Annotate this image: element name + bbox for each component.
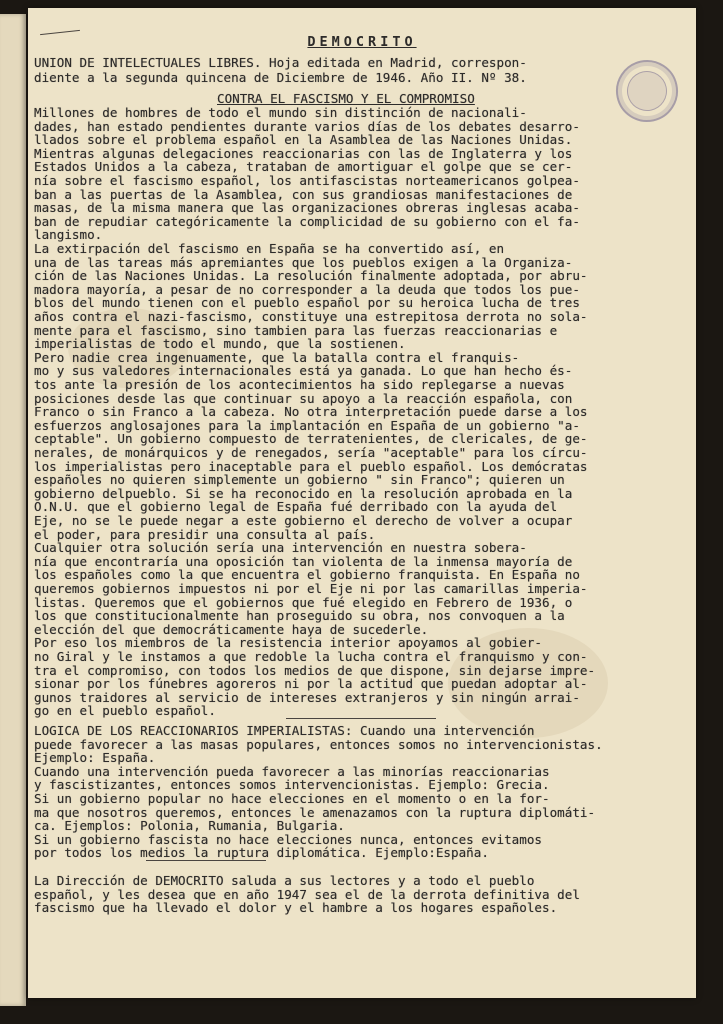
- article-line: no Giral y le instamos a que redoble la lucha contra el franquismo y con-: [34, 649, 588, 664]
- article-line: blos del mundo tienen con el pueblo español por su heroica lucha de tres: [34, 295, 580, 311]
- article-line: españoles no quieren simplemente un gobierno " sin Franco"; quieren un: [34, 472, 565, 488]
- article-line: langismo.: [34, 227, 103, 243]
- article-line: Millones de hombres de todo el mundo sin distinción de nacionali-: [34, 105, 527, 120]
- article-line: años contra el nazi-fascismo, constituye una estrepitosa derrota no sola-: [34, 309, 588, 324]
- article-line: O.N.U. que el gobierno legal de España fué derribado con la ayuda del: [34, 499, 558, 515]
- article-line: ceptable". Un gobierno compuesto de terratenientes, de clericales, de ge-: [34, 431, 588, 447]
- article-line: mente para el fascismo, sino tambien para las fuerzas reaccionarias e: [34, 322, 558, 338]
- logic-line: ca. Ejemplos: Polonia, Rumania, Bulgaria.: [34, 818, 345, 834]
- header-line: diente a la segunda quincena de Diciembre de 1946. Año II. Nº 38.: [34, 69, 527, 85]
- article-title: CONTRA EL FASCISMO Y EL COMPROMISO: [217, 91, 475, 106]
- article-line: nerales, de monárquicos y de renegados, sería "aceptable" para los círcu-: [34, 445, 588, 460]
- logic-line: y fascistizantes, entonces somos intervencionistas. Ejemplo: Grecia.: [34, 777, 550, 793]
- separator-rule: [286, 718, 436, 719]
- closing-line: fascismo que ha llevado el dolor y el hambre a los hogares españoles.: [34, 900, 558, 916]
- article-line: Mientras algunas delegaciones reaccionarias con las de Inglaterra y los: [34, 145, 573, 161]
- article-line: Pero nadie crea ingenuamente, que la batalla contra el franquis-: [34, 349, 520, 365]
- separator-rule: [146, 860, 266, 861]
- adjacent-page-edge: [0, 14, 26, 1006]
- article-line: masas, de la misma manera que las organizaciones obreras inglesas acaba-: [34, 200, 580, 216]
- article-line: una de las tareas más apremiantes que los pueblos exigen a la Organiza-: [34, 254, 573, 270]
- article-line: esfuerzos anglosajones para la implantación en España de un gobierno "a-: [34, 417, 580, 433]
- masthead-title: DEMOCRITO: [307, 34, 417, 50]
- article-line: mo y sus valedores internacionales está ya ganada. Lo que han hecho és-: [34, 363, 573, 379]
- article-line: elección del que democráticamente haya de sucederle.: [34, 621, 429, 637]
- closing-line: La Dirección de DEMOCRITO saluda a sus lectores y a todo el pueblo: [34, 873, 535, 888]
- article-line: posiciones desde las que continuar su apoyo a la reacción española, con: [34, 390, 573, 406]
- article-line: dades, han estado pendientes durante varios días de los debates desarro-: [34, 118, 580, 134]
- article-line: madora mayoría, a pesar de no corresponder a la deuda que todos los pue-: [34, 281, 580, 297]
- article-line: tos ante la presión de los acontecimientos ha sido replegarse a nuevas: [34, 377, 565, 392]
- article-line: La extirpación del fascismo en España se ha convertido así, en: [34, 241, 505, 256]
- article-line: ban a las puertas de la Asamblea, con sus grandiosas manifestaciones de: [34, 186, 573, 202]
- article-line: Estados Unidos a la cabeza, trataban de amortiguar el golpe que se cer-: [34, 159, 573, 175]
- logic-line: Cuando una intervención pueda favorecer a las minorías reaccionarias: [34, 763, 550, 779]
- article-line: ban de repudiar categóricamente la complicidad de su gobierno con el fa-: [34, 213, 580, 229]
- article-line: queremos gobiernos impuestos ni por el Eje ni por las camarillas imperia-: [34, 581, 588, 596]
- article-line: los imperialistas pero inaceptable para el pueblo español. Los demócratas: [34, 458, 588, 474]
- article-line: el poder, para presidir una consulta al país.: [34, 526, 376, 542]
- document-page: [28, 8, 696, 998]
- article-line: go en el pueblo español.: [34, 703, 216, 719]
- article-line: sionar por los fúnebres agoreros ni por la actitud que puedan adoptar al-: [34, 676, 588, 692]
- logic-line: Ejemplo: España.: [34, 750, 156, 766]
- article-line: nía sobre el fascismo español, los antifascistas norteamericanos golpea-: [34, 173, 580, 188]
- article-line: Por eso los miembros de la resistencia interior apoyamos al gobier-: [34, 635, 542, 651]
- library-stamp-icon: [610, 54, 684, 128]
- article-line: listas. Queremos que el gobiernos que fué elegido en Febrero de 1936, o: [34, 594, 573, 610]
- article-line: gunos traidores al servicio de intereses extranjeros y sin ningún arrai-: [34, 689, 580, 705]
- article-line: gobierno delpueblo. Si se ha reconocido en la resolución aprobada en la: [34, 485, 573, 501]
- article-line: tra el compromiso, con todos los medios de que dispone, sin dejarse impre-: [34, 662, 596, 678]
- article-line: los españoles como la que encuentra el gobierno franquista. En España no: [34, 567, 580, 583]
- logic-line: puede favorecer a las masas populares, entonces somos no intervencionistas.: [34, 736, 603, 752]
- logic-line: LOGICA DE LOS REACCIONARIOS IMPERIALISTAS: Cuando una intervención: [34, 723, 535, 738]
- logic-line: por todos los medios la ruptura diplomática. Ejemplo:España.: [34, 845, 489, 861]
- article-line: llados sobre el problema español en la Asamblea de las Naciones Unidas.: [34, 132, 573, 148]
- logic-line: ma que nosotros queremos, entonces le amenazamos con la ruptura diplomáti-: [34, 804, 596, 820]
- logic-line: Si un gobierno popular no hace elecciones en el momento o en la for-: [34, 791, 550, 806]
- article-line: Franco o sin Franco a la cabeza. No otra interpretación puede darse a los: [34, 404, 588, 420]
- article-line: los que constitucionalmente han proseguido su obra, nos convoquen a la: [34, 608, 565, 624]
- header-line: UNION DE INTELECTUALES LIBRES. Hoja editada en Madrid, correspon-: [34, 55, 527, 70]
- closing-line: español, y les desea que en año 1947 sea el de la derrota definitiva del: [34, 886, 580, 902]
- article-line: imperialistas de todo el mundo, que la sostienen.: [34, 336, 406, 352]
- article-line: Cualquier otra solución sería una intervención en nuestra sobera-: [34, 540, 527, 556]
- article-line: ción de las Naciones Unidas. La resolución finalmente adoptada, por abru-: [34, 268, 588, 284]
- article-line: nía que encontraría una oposición tan violenta de la inmensa mayoría de: [34, 553, 573, 569]
- article-line: Eje, no se le puede negar a este gobierno el derecho de volver a ocupar: [34, 513, 573, 528]
- logic-line: Si un gobierno fascista no hace elecciones nunca, entonces evitamos: [34, 831, 542, 847]
